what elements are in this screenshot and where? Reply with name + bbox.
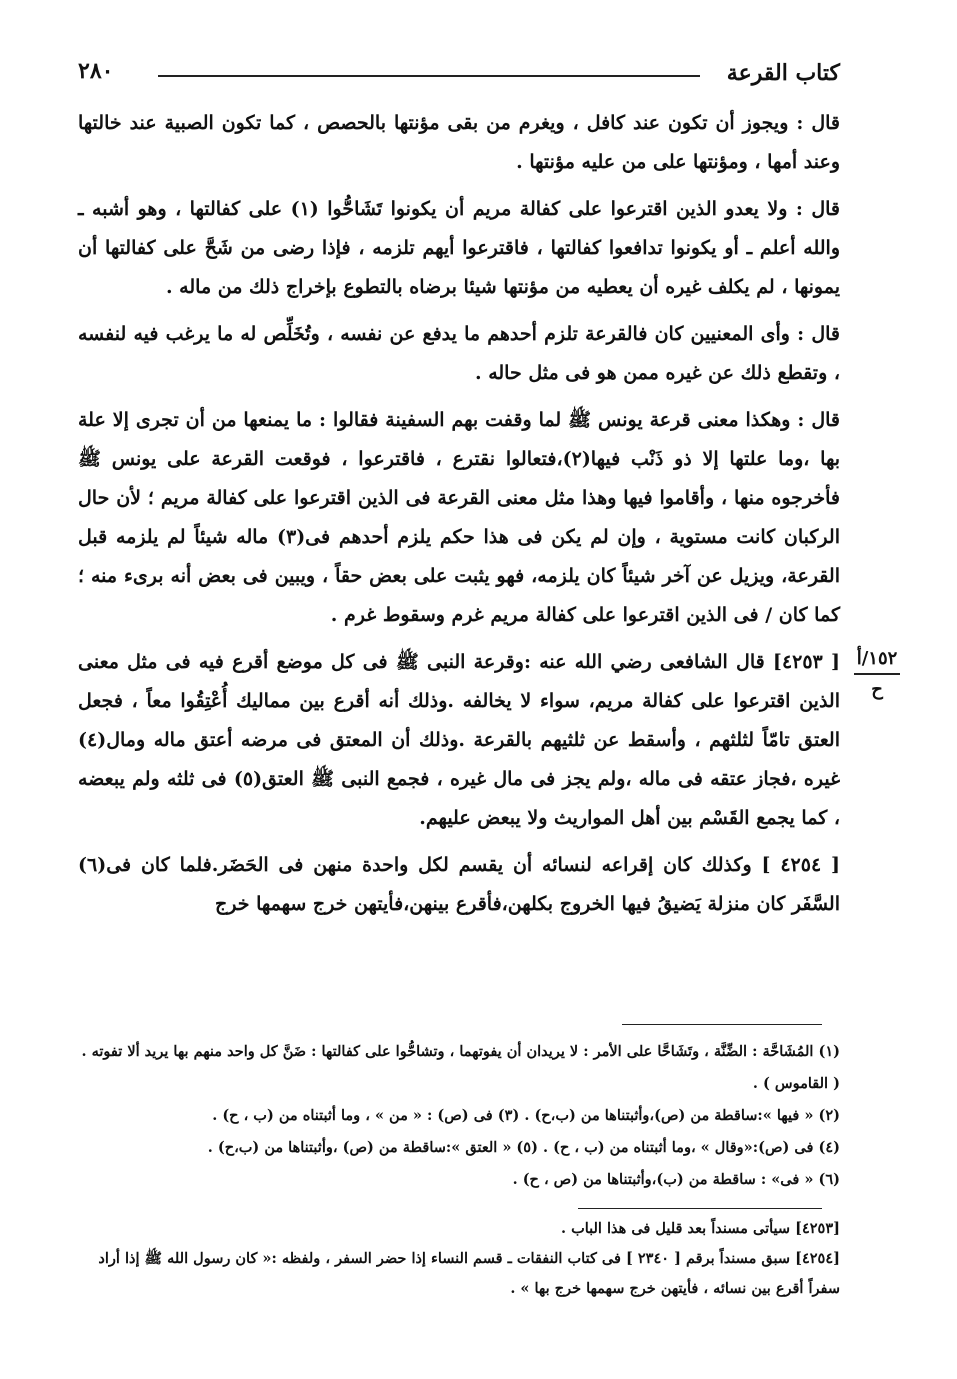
page-header	[78, 56, 840, 90]
paragraph: قال : ولا يعدو الذين اقترعوا على كفالة مريم أن يكونوا تَشَاحُّوا (١) على كفالتها ، وهو أشبه ـ والله أعلم ـ أو يكونوا تدافعوا كفالتها ، فاقترعوا أيهم تلزمه ، فإذا رضى من شَحَّ على كفالتها أن يمونها ، لم يكلف غيره أن يعطيه من مؤنتها شيئا برضاه بالتطوع بإخراج ذلك من ماله .	[78, 198, 841, 298]
reference-note: [٤٢٥٤] سبق مسنداً برقم [ ٢٣٤٠ ] فى كتاب النفقات ـ قسم النساء إذا حضر السفر ، ولفظه :« كان رسول الله ﷺ إذا أراد سفراً أقرع بين نسائه ، فأيتهن خرج سهمها خرج بها » .	[98, 1250, 840, 1297]
footnote-rule	[622, 1024, 822, 1025]
paragraph: قال : ويجوز أن تكون عند كافل ، ويغرم من بقى مؤنتها بالحصص ، كما تكون الصبية عند خالتها وعند أمها ، ومؤنتها على من عليه مؤنتها .	[78, 112, 840, 173]
references-rule	[578, 1208, 822, 1209]
margin-folio: ١٥٢/أ	[856, 648, 898, 669]
margin-manuscript-siglum: ح	[871, 679, 883, 700]
main-text	[78, 104, 840, 932]
header-rule	[158, 75, 700, 77]
footnote: (٦) « فى» : ساقطة من (ب)،وأثبتناها من (ص ، ح) .	[512, 1171, 840, 1188]
paragraph: [ ٤٢٥٣] قال الشافعى رضي الله عنه :وقرعة النبى ﷺ فى كل موضع أقرع فيه فى مثل معنى الذين اقترعوا على كفالة مريم، سواء لا يخالفه .وذلك أنه أقرع بين مماليك أُعْتِقُوا معاً ، فجعل العتق تامّاً لثلثهم ، وأسقط عن ثلثيهم بالقرعة .وذلك أن المعتق فى مرضه أعتق ماله ومال(٤) غيره ،فجاز عتقه فى ماله ،ولم يجز فى مال غيره ، فجمع النبى ﷺ العتق(٥) فى ثلثه ولم يبعضه ، كما يجمع القَسْم بين أهل المواريث ولا يبعض عليهم.	[78, 651, 841, 829]
footnote: (٢) « فيها »:ساقطة من (ص)،وأثبتناها من (ب،ح) . (٣) فى (ص) : « من » ، وما أثبتناه من (ب ، ح) .	[212, 1107, 840, 1124]
paragraph: [ ٤٢٥٤ ] وكذلك كان إقراعه لنسائه أن يقسم لكل واحدة منهن فى الحَضَر.فلما كان فى(٦) السَّفَر كان منزلة يَضيقُ فيها الخروج بكلهن،فأقرع بينهن،فأيتهن خرج سهمها خرج	[78, 854, 840, 915]
chapter-title: كتاب القرعة	[726, 60, 840, 86]
paragraph: قال : وهكذا معنى قرعة يونس ﷺ لما وقفت بهم السفينة فقالوا : ما يمنعها من أن تجرى إلا علة بها ،وما علتها إلا ذو ذَنْب فيها(٢)،فتعالوا نقترع ، فاقترعوا ، فوقعت القرعة على يونس ﷺ فأخرجوه منها ، وأقاموا فيها وهذا مثل معنى القرعة فى الذين اقترعوا على كفالة مريم ؛ لأن حال الركبان كانت مستوية ، وإن لم يكن فى هذا حكم يلزم أحدهم فى(٣) ماله شيئاً لم يلزمه قبل القرعة، ويزيل عن آخر شيئاً كان يلزمه، فهو يثبت على بعض حقاً ، ويبين فى بعض أنه برىء منه ؛ كما كان / فى الذين اقترعوا على كفالة مريم غرم وسقوط غرم .	[78, 409, 840, 626]
footnotes	[78, 1036, 840, 1196]
footnote: (١) المُشَاحَّة : الضِّنَّة ، وتَشَاحَّا على الأمر : لا يريدان أن يفوتهما ، وتشاحُّوا على كفالتها : ضَنَّ كل واحد منهم بها يريد ألا تفوته .( القاموس ) .	[81, 1043, 840, 1092]
page-number: ٢٨٠	[78, 58, 114, 84]
margin-rule	[854, 673, 900, 675]
hadith-references	[78, 1214, 840, 1304]
footnote: (٤) فى (ص):«وقال » ،وما أثبتناه من (ب ، ح) . (٥) « العتق »:ساقطة من (ص) ،وأثبتناها من (ب،ح) .	[207, 1139, 840, 1156]
reference-note: [٤٢٥٣] سيأتى مسنداً بعد قليل فى هذا الباب .	[560, 1220, 840, 1237]
manuscript-margin-reference	[848, 648, 906, 700]
paragraph: قال : وأى المعنيين كان فالقرعة تلزم أحدهم ما يدفع عن نفسه ، وتُخَلِّص له ما يرغب فيه لنفسه ، وتقطع ذلك عن غيره ممن هو فى مثل حاله .	[78, 323, 840, 384]
